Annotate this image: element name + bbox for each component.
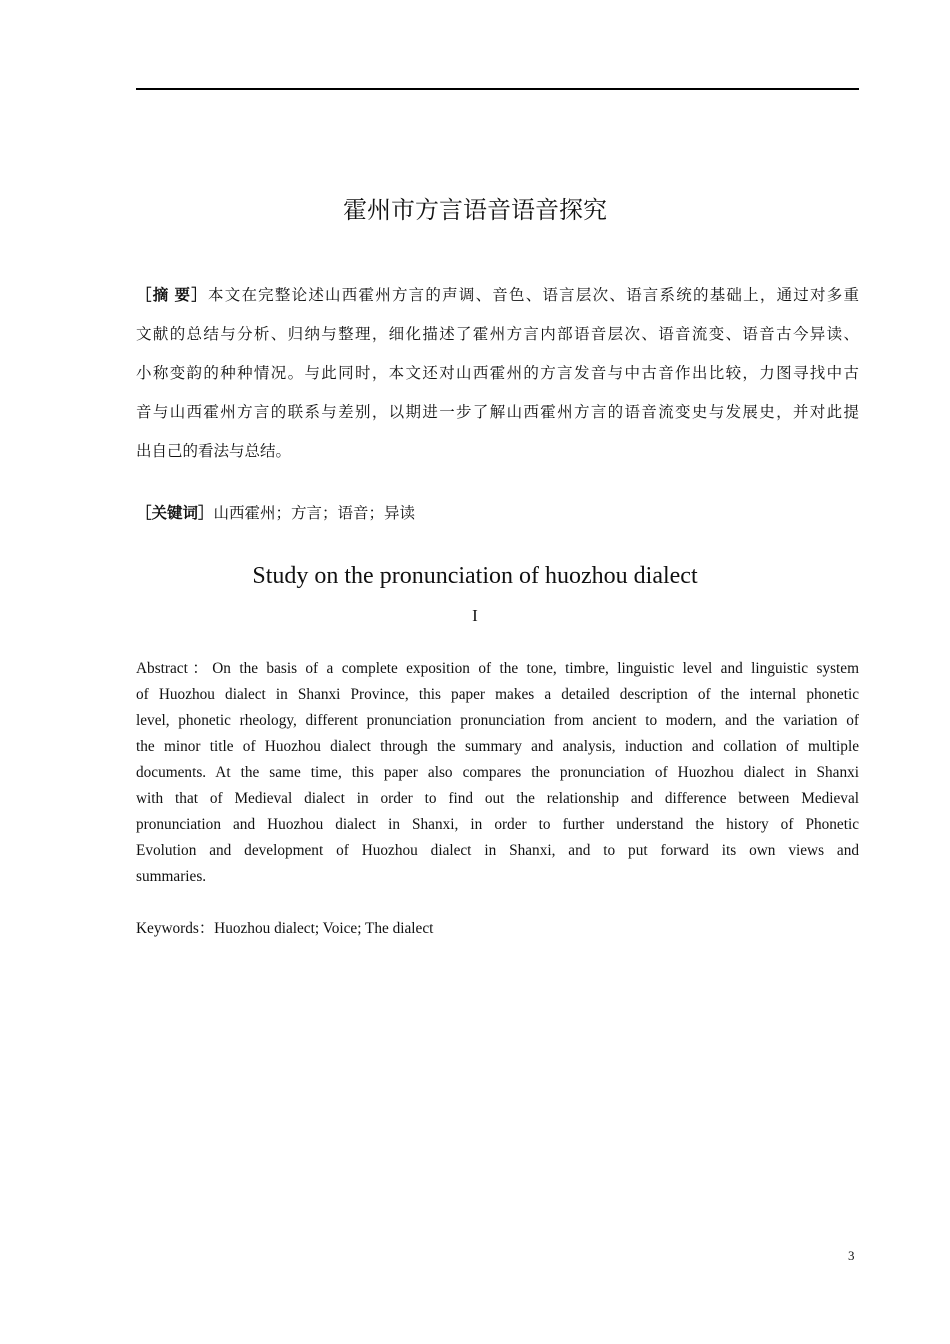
english-abstract-line: summaries.: [136, 868, 207, 885]
page-number: 3: [848, 1248, 855, 1263]
english-keywords: Keywords：Huozhou dialect; Voice; The dialect: [136, 920, 434, 937]
chinese-abstract: [136, 284, 859, 479]
english-abstract-line: the minor title of Huozhou dialect through the summary and analysis, induction and collation of multiple: [136, 738, 859, 755]
english-abstract-line: Abstract：On the basis of a complete exposition of the tone, timbre, linguistic level and linguistic system: [136, 660, 859, 677]
chinese-keywords: [136, 502, 415, 526]
english-abstract-line: pronunciation and Huozhou dialect in Shanxi, in order to further understand the history of Phonetic: [136, 816, 859, 833]
english-abstract-line: with that of Medieval dialect in order to find out the relationship and difference between Medieval: [136, 790, 859, 807]
chinese-title: 霍州市方言语音语音探究: [343, 196, 607, 224]
english-abstract-line: Evolution and development of Huozhou dialect in Shanxi, and to put forward its own views and: [136, 842, 859, 859]
header-rule: [136, 88, 859, 90]
chinese-keywords-label: ［关键词］: [136, 505, 214, 522]
english-abstract: [136, 658, 859, 892]
english-abstract-line: documents. At the same time, this paper also compares the pronunciation of Huozhou dialect in Shanxi: [136, 764, 859, 781]
chinese-abstract-label: ［摘 要］: [136, 287, 208, 304]
chinese-abstract-line: 音与山西霍州方言的联系与差别，以期进一步了解山西霍州方言的语音流变史与发展史，并对此提: [136, 404, 859, 421]
english-abstract-line: of Huozhou dialect in Shanxi Province, this paper makes a detailed description of the internal phonetic: [136, 686, 859, 703]
english-abstract-line: level, phonetic rheology, different pronunciation pronunciation from ancient to modern, and the variation of: [136, 712, 859, 729]
chinese-abstract-line: [136, 284, 859, 323]
chinese-abstract-text: 本文在完整论述山西霍州方言的声调、音色、语言层次、语言系统的基础上，通过对多重: [208, 287, 859, 304]
chinese-abstract-line: 小称变韵的种种情况。与此同时，本文还对山西霍州的方言发音与中古音作出比较，力图寻找中古: [136, 365, 859, 382]
roman-numeral: I: [472, 606, 478, 625]
chinese-keywords-value: 山西霍州；方言；语音；异读: [213, 505, 416, 522]
chinese-abstract-line: 出自己的看法与总结。: [136, 443, 292, 460]
english-title: Study on the pronunciation of huozhou dialect: [252, 563, 698, 589]
chinese-abstract-line: 文献的总结与分析、归纳与整理，细化描述了霍州方言内部语音层次、语音流变、语音古今异读、: [136, 326, 859, 343]
